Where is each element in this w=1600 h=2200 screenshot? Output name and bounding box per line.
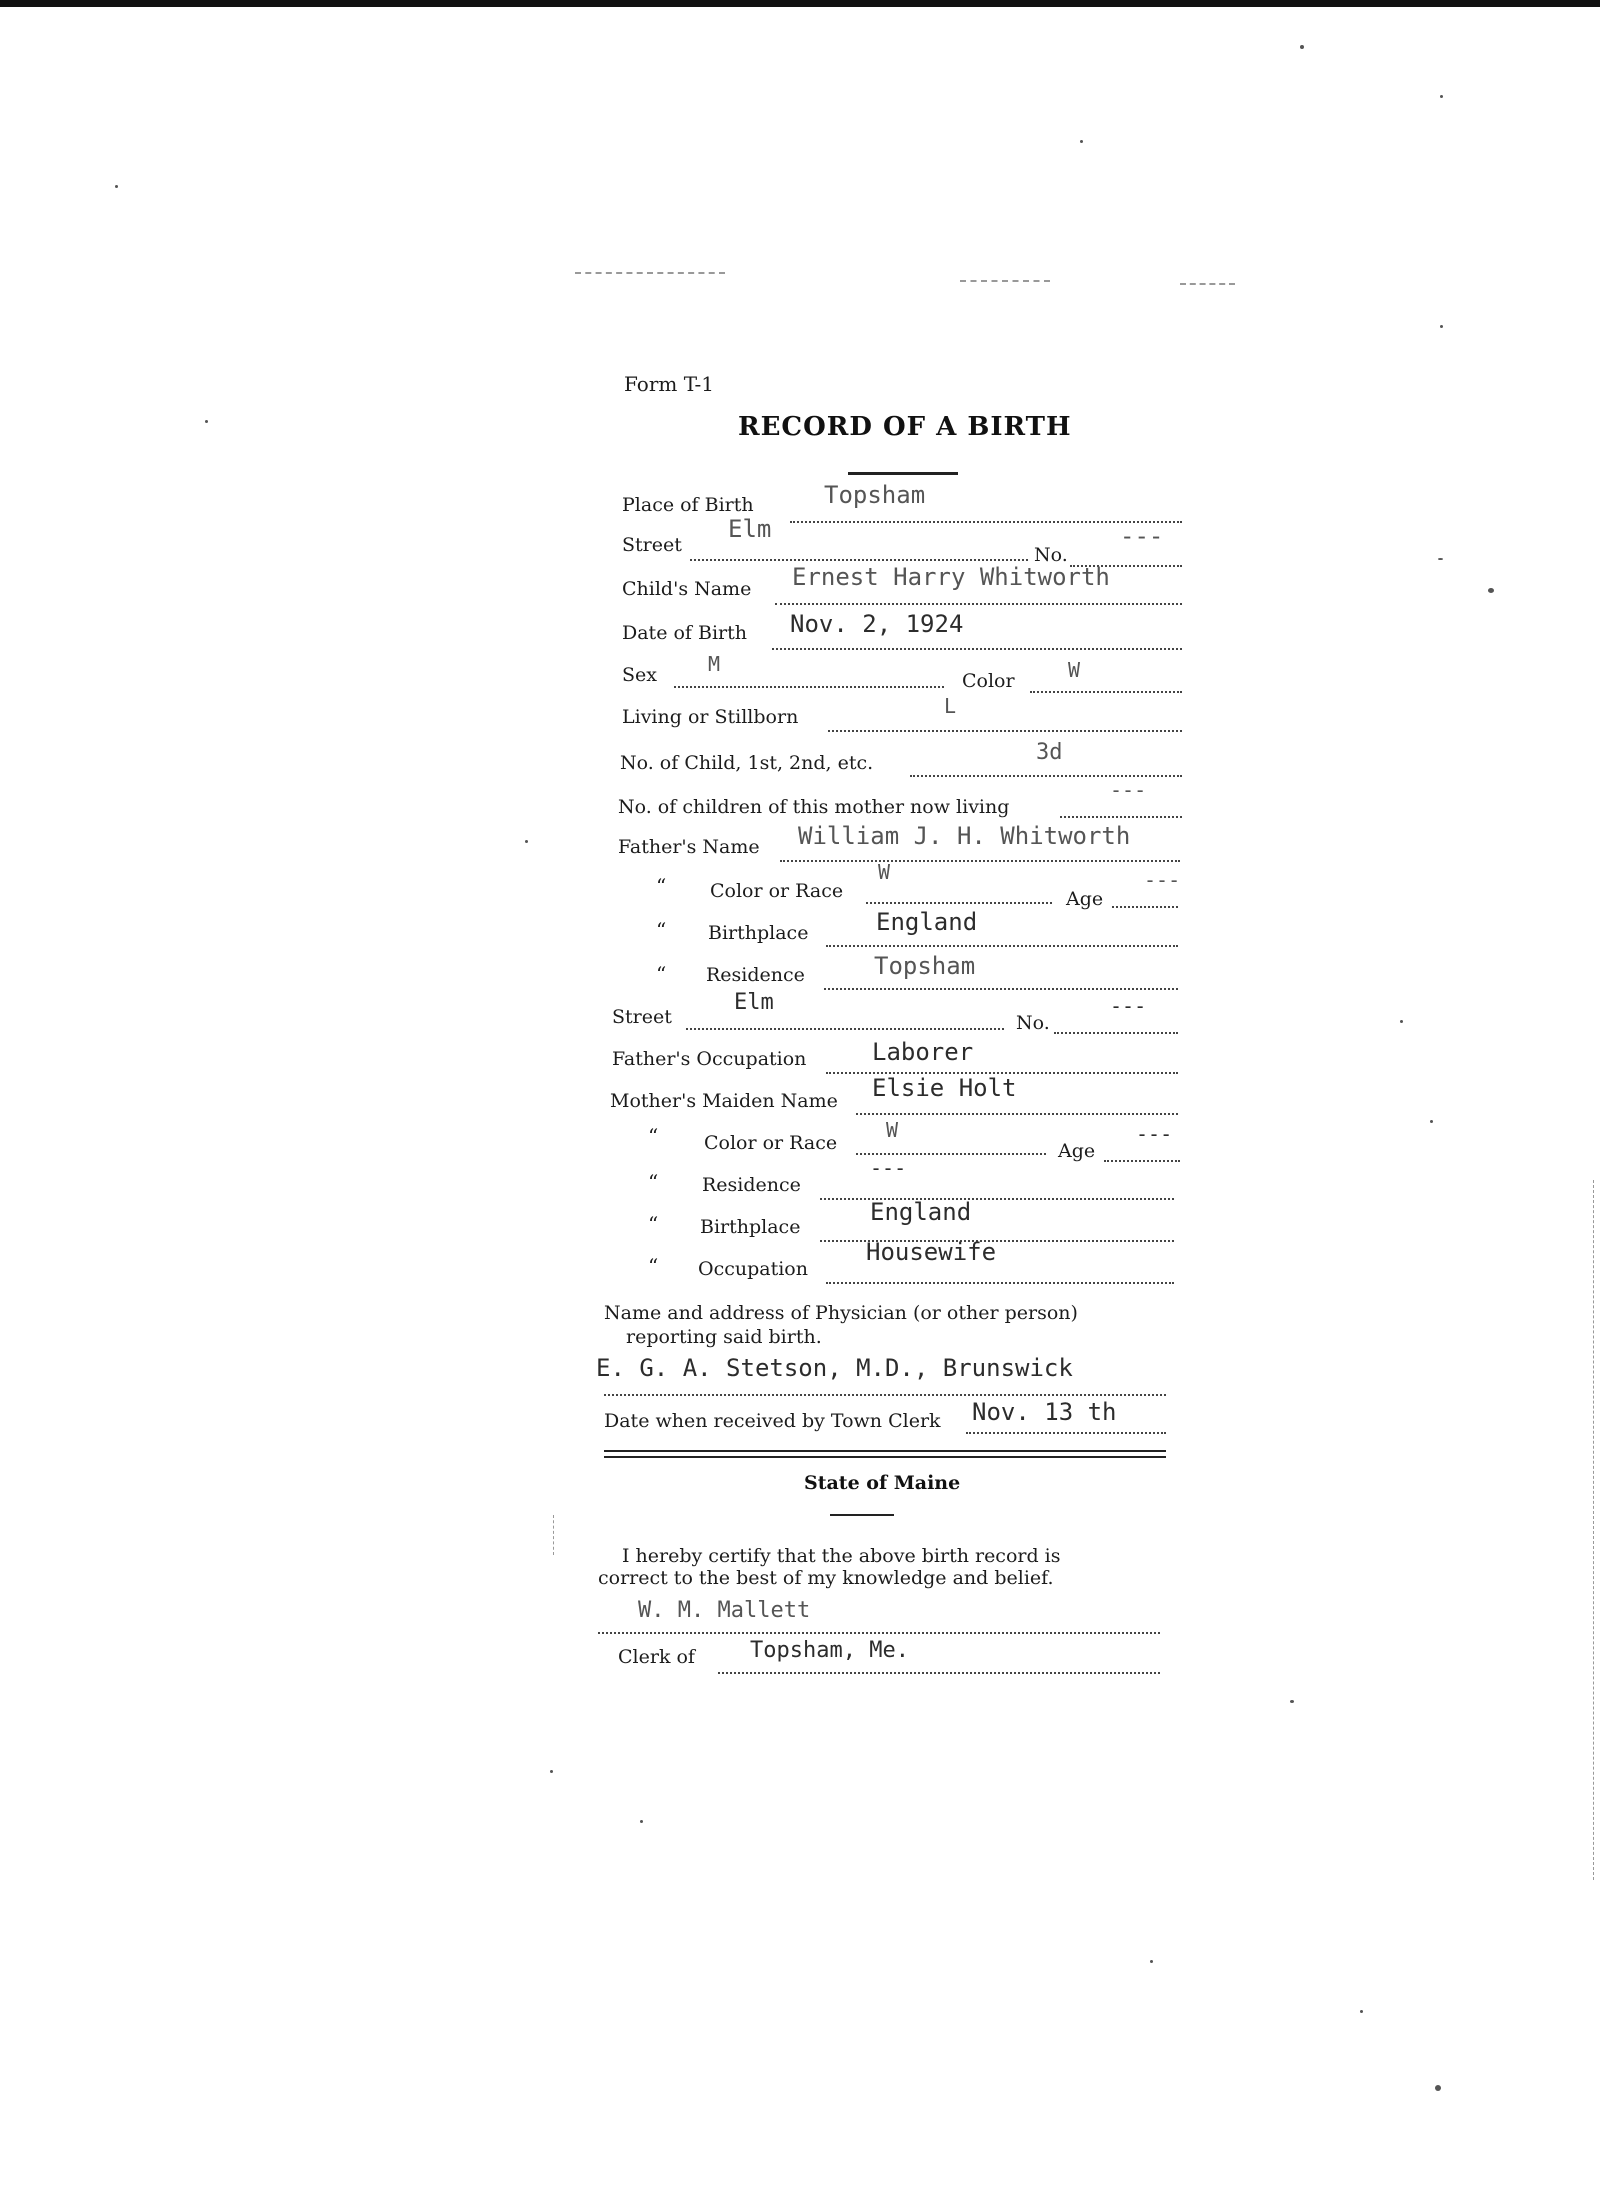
scan-speck — [1290, 1700, 1294, 1703]
mothers-maiden-name-line — [856, 1113, 1178, 1115]
father-street-value: Elm — [734, 990, 774, 1015]
scan-speck — [1440, 95, 1443, 98]
scan-speck — [1435, 2085, 1441, 2091]
mother-birthplace-label: Birthplace — [700, 1216, 801, 1238]
scan-speck — [1360, 2010, 1363, 2013]
date-received-value: Nov. 13 th — [972, 1398, 1117, 1426]
scan-speck — [1080, 140, 1083, 143]
street-value: Elm — [728, 515, 772, 543]
clerk-of-line — [718, 1672, 1160, 1674]
living-or-stillborn-value: L — [944, 694, 957, 718]
street-line — [690, 559, 1028, 561]
ditto-mark: “ — [656, 874, 667, 898]
date-received-label: Date when received by Town Clerk — [604, 1410, 941, 1432]
color-label: Color — [962, 670, 1015, 692]
father-age-value: --- — [1144, 868, 1181, 892]
ditto-mark: “ — [656, 962, 667, 986]
scan-speck — [525, 840, 528, 843]
mother-residence-label: Residence — [702, 1174, 801, 1196]
date-of-birth-line — [772, 648, 1182, 650]
childs-name-value: Ernest Harry Whitworth — [792, 563, 1110, 591]
mother-occupation-line — [826, 1282, 1174, 1284]
form-title: RECORD OF A BIRTH — [738, 412, 1072, 442]
sex-line — [674, 686, 944, 688]
scan-speck — [1300, 45, 1304, 49]
sex-value: M — [708, 652, 721, 676]
mother-residence-value: --- — [870, 1156, 907, 1180]
scan-top-border — [0, 0, 1600, 7]
date-of-birth-value: Nov. 2, 1924 — [790, 610, 964, 638]
father-birthplace-value: England — [876, 908, 978, 936]
clerk-town-value: Topsham, Me. — [750, 1638, 909, 1663]
section-divider — [604, 1450, 1166, 1458]
mother-birthplace-value: England — [870, 1198, 972, 1226]
mother-occupation-value: Housewife — [866, 1238, 997, 1266]
street-no-value: --- — [1120, 522, 1164, 550]
scan-margin-mark — [553, 1515, 554, 1555]
living-or-stillborn-label: Living or Stillborn — [622, 706, 799, 728]
fathers-name-line — [780, 860, 1180, 862]
children-living-line — [1060, 816, 1182, 818]
father-street-no-label: No. — [1016, 1012, 1050, 1034]
mothers-maiden-name-value: Elsie Holt — [872, 1074, 1017, 1102]
fathers-occupation-label: Father's Occupation — [612, 1048, 807, 1070]
title-underline — [848, 472, 958, 475]
scan-artifact-line — [1180, 283, 1235, 285]
scan-speck — [1430, 1120, 1433, 1123]
no-of-child-line — [910, 775, 1182, 777]
scan-speck — [205, 420, 208, 423]
mother-age-value: --- — [1136, 1122, 1173, 1146]
father-street-no-value: --- — [1110, 994, 1147, 1018]
ditto-mark: “ — [648, 1212, 659, 1236]
father-color-label: Color or Race — [710, 880, 844, 902]
father-residence-label: Residence — [706, 964, 805, 986]
no-of-child-label: No. of Child, 1st, 2nd, etc. — [620, 752, 874, 774]
no-of-child-value: 3d — [1036, 740, 1063, 765]
father-birthplace-label: Birthplace — [708, 922, 809, 944]
scan-artifact-line — [575, 272, 725, 274]
place-of-birth-label: Place of Birth — [622, 494, 754, 516]
scan-margin-mark — [1593, 1180, 1594, 1880]
color-value: W — [1068, 658, 1081, 682]
street-no-label: No. — [1034, 544, 1068, 566]
certify-line2: correct to the best of my knowledge and belief. — [598, 1567, 1054, 1589]
scan-speck — [640, 1820, 643, 1823]
father-street-no-line — [1054, 1032, 1178, 1034]
ditto-mark: “ — [656, 918, 667, 942]
ditto-mark: “ — [648, 1124, 659, 1148]
scan-speck — [1488, 588, 1494, 593]
father-age-line — [1112, 906, 1178, 908]
father-color-line — [866, 902, 1052, 904]
physician-line — [604, 1394, 1166, 1396]
state-title: State of Maine — [804, 1472, 961, 1494]
fathers-occupation-value: Laborer — [872, 1038, 974, 1066]
form-number: Form T-1 — [624, 372, 714, 396]
ditto-mark: “ — [648, 1170, 659, 1194]
place-of-birth-value: Topsham — [824, 481, 926, 509]
mother-color-label: Color or Race — [704, 1132, 838, 1154]
certify-line1: I hereby certify that the above birth record is — [622, 1545, 1061, 1567]
fathers-name-value: William J. H. Whitworth — [798, 822, 1131, 850]
mother-color-line — [856, 1153, 1046, 1155]
mother-occupation-label: Occupation — [698, 1258, 808, 1280]
ditto-mark: “ — [648, 1254, 659, 1278]
state-underline — [830, 1514, 894, 1516]
father-street-line — [686, 1028, 1004, 1030]
children-living-value: --- — [1110, 778, 1147, 802]
date-received-line — [966, 1432, 1166, 1434]
father-age-label: Age — [1066, 888, 1104, 910]
father-street-label: Street — [612, 1006, 672, 1028]
father-residence-value: Topsham — [874, 952, 976, 980]
scan-speck — [1150, 1960, 1153, 1963]
mother-color-value: W — [886, 1118, 899, 1142]
scan-speck — [1440, 325, 1443, 328]
physician-label-line1: Name and address of Physician (or other person) — [604, 1302, 1078, 1324]
scan-speck — [115, 185, 118, 188]
fathers-name-label: Father's Name — [618, 836, 760, 858]
clerk-signature-value: W. M. Mallett — [638, 1598, 811, 1623]
mothers-maiden-name-label: Mother's Maiden Name — [610, 1090, 838, 1112]
father-residence-line — [824, 988, 1178, 990]
childs-name-label: Child's Name — [622, 578, 752, 600]
physician-value: E. G. A. Stetson, M.D., Brunswick — [596, 1354, 1073, 1382]
street-label: Street — [622, 534, 682, 556]
date-of-birth-label: Date of Birth — [622, 622, 747, 644]
clerk-of-label: Clerk of — [618, 1646, 695, 1668]
mother-age-label: Age — [1058, 1140, 1096, 1162]
clerk-signature-line — [598, 1632, 1160, 1634]
childs-name-line — [775, 603, 1182, 605]
children-living-label: No. of children of this mother now living — [618, 796, 1010, 818]
scan-speck — [550, 1770, 553, 1773]
scan-speck — [1400, 1020, 1403, 1023]
mother-age-line — [1104, 1160, 1180, 1162]
scan-artifact-line — [960, 280, 1050, 282]
living-or-stillborn-line — [828, 730, 1182, 732]
color-line — [1030, 691, 1182, 693]
sex-label: Sex — [622, 664, 657, 686]
physician-label-line2: reporting said birth. — [626, 1326, 822, 1348]
scan-speck — [1438, 558, 1443, 560]
father-birthplace-line — [826, 945, 1178, 947]
father-color-value: W — [878, 860, 891, 884]
